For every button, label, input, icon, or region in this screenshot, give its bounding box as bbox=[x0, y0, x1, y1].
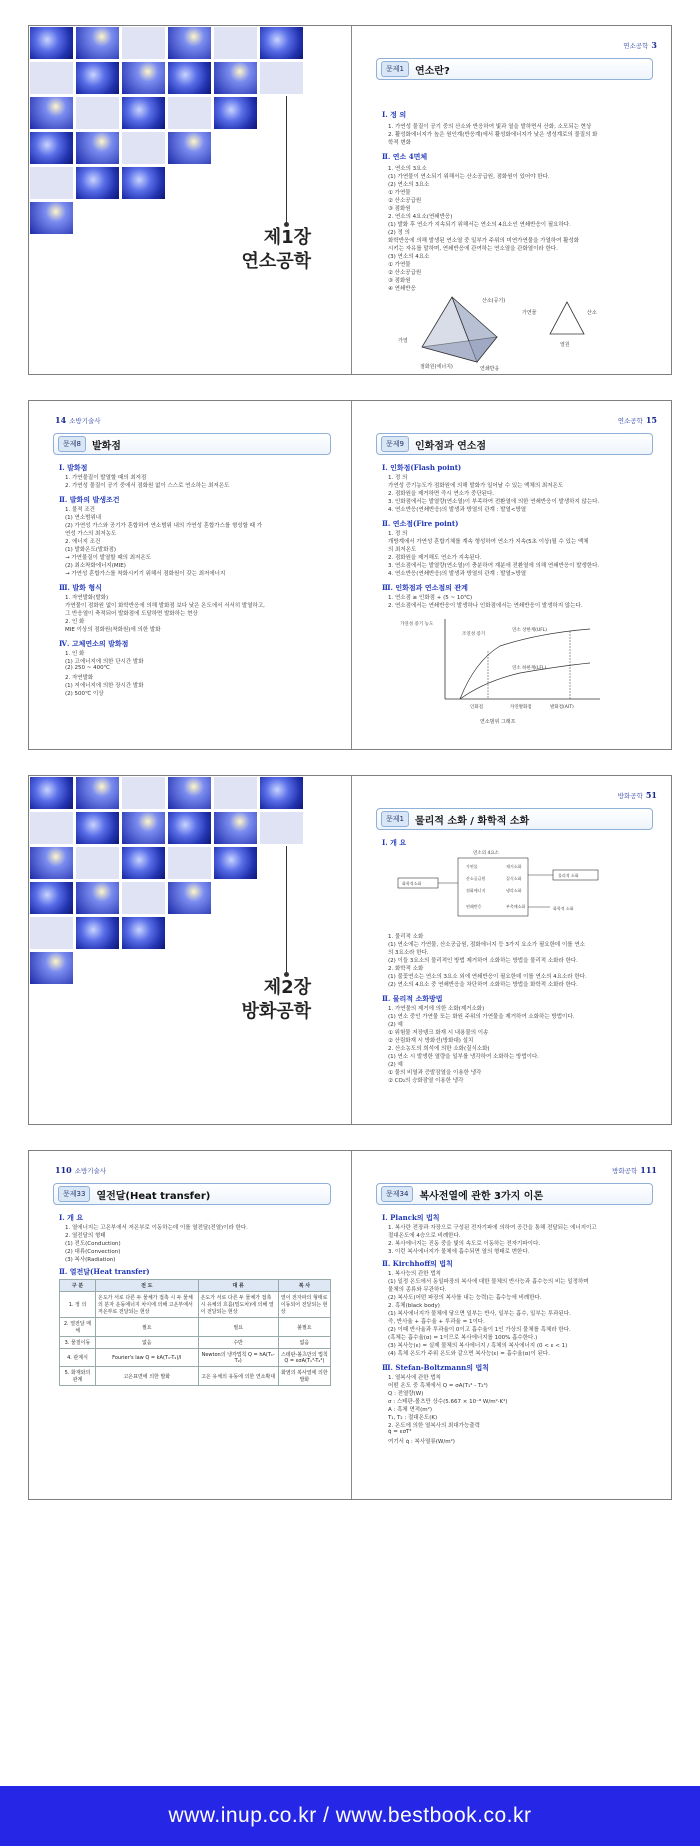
text-line: 1. 가연성 물질이 공기 중의 산소와 반응하여 빛과 열을 발하면서 산화, 소모되는 현상 bbox=[388, 124, 592, 130]
text-line: 그 반응열이 축적되어 발화점에 도달하면 발화하는 현상 bbox=[65, 611, 198, 617]
table-cell: 필요 bbox=[96, 1318, 199, 1337]
text-line: 3. 연소점에서는 발열량(연소열)이 충분하여 재분에 전환열에 의해 연쇄반응이 발생한다. bbox=[388, 563, 600, 569]
chart-label: 연소 상한계(UFL) bbox=[512, 628, 548, 633]
question-title-box bbox=[53, 1183, 331, 1205]
text-line: 2. 화학적 소화 bbox=[388, 966, 424, 972]
table-cell: 온도가 서로 다른 두 물체가 접촉 시 두 물체의 분자 운동에너지 차이에 의해 고온부에서 저온부로 전달되는 현상 bbox=[96, 1292, 199, 1318]
text-line: 의 3요소라 한다. bbox=[388, 950, 429, 956]
page-15 bbox=[352, 401, 673, 749]
flow-label: 가연물 bbox=[466, 864, 478, 869]
diagram-label: 산소(공기) bbox=[482, 298, 506, 304]
text-line: (1) 발화 후 연소가 지속되기 위해서는 연소의 4요소인 연쇄반응이 필요하다. bbox=[388, 222, 571, 228]
page-110 bbox=[29, 1151, 351, 1499]
text-line: 1. 물적 조건 bbox=[65, 507, 95, 513]
diagram-label: 산소 bbox=[587, 310, 597, 316]
text-line: (2) 정 의 bbox=[388, 230, 410, 236]
chart-label: 발화점(AIT) bbox=[550, 705, 574, 710]
section-heading: Ⅲ. 발화 형식 bbox=[59, 583, 102, 592]
section-heading: Ⅰ. 정 의 bbox=[382, 110, 407, 119]
text-line: 3. 인화점에서는 발열량(연소열)이 부족하여 전환열에 의한 연쇄반응이 발생하지 않는다. bbox=[388, 499, 600, 505]
table-cell: 없음 bbox=[96, 1337, 199, 1349]
extinguishing-method-flow-diagram bbox=[388, 848, 638, 928]
flow-label: 화학적 소화 bbox=[553, 906, 574, 911]
spread-3 bbox=[28, 775, 672, 1125]
text-line: (1) 일정 온도에서 동일파장의 복사에 대한 물체의 반사능과 흡수능의 비는 일정하며 bbox=[388, 1279, 589, 1285]
table-cell: 없음 bbox=[278, 1337, 330, 1349]
text-line: (3) 복사능(ε) = 실제 물체의 복사에너지 / 흑체의 복사에너지 (0 < ε < 1) bbox=[388, 1343, 568, 1349]
question-title: 발화점 bbox=[91, 440, 121, 452]
text-line: 2. 점화원을 제거해도 연소가 지속된다. bbox=[388, 555, 482, 561]
table-cell: 온도가 서로 다른 두 물체가 접촉 시 유체의 흐름(밀도차)에 의해 열이 전달되는 현상 bbox=[198, 1292, 278, 1318]
diagram-label: 연쇄반응 bbox=[480, 366, 500, 372]
spread-2 bbox=[28, 400, 672, 750]
table-cell: 고온 유체의 유동에 의한 연소확대 bbox=[198, 1367, 278, 1386]
table-cell: 5. 화재와의 관계 bbox=[60, 1367, 96, 1386]
section-heading: Ⅰ. Planck의 법칙 bbox=[382, 1213, 440, 1222]
text-line: ① 위험물 저장탱크 화재 시 내용물의 이송 bbox=[388, 1030, 489, 1036]
text-line: (1) 연소 시 발생한 열량을 일부를 냉각하여 소화하는 방법이다. bbox=[388, 1054, 540, 1060]
table-cell: Newton의 냉각법칙 Q = hA(T₁-T₂) bbox=[198, 1349, 278, 1367]
text-line: (1) 발화온도(발화점) bbox=[65, 547, 117, 553]
section-heading: Ⅰ. 인화점(Flash point) bbox=[382, 463, 462, 472]
text-line: Q : 전열량(W) bbox=[388, 1391, 424, 1397]
running-head: 연소공학 3 bbox=[623, 40, 657, 50]
text-line: 2. 연소의 4요소(연쇄반응) bbox=[388, 214, 453, 220]
running-head: 110 소방기술사 bbox=[55, 1165, 107, 1175]
text-line: 1. 인 화 bbox=[65, 651, 85, 657]
text-line: 2. 흑체(black body) bbox=[388, 1303, 440, 1309]
text-line: 개방계에서 가연성 혼합기체를 계속 형성하여 연소가 지속(5초 이상)될 수 있는 액체 bbox=[388, 539, 589, 545]
text-line: (4) 흑체 온도가 주위 온도와 같으면 복사능(ε) = 흡수율(α)이 된다. bbox=[388, 1351, 550, 1357]
diagram-label: 가연물 bbox=[522, 310, 537, 316]
text-line: 1. 연소의 3요소 bbox=[388, 166, 427, 172]
text-line: (2) 가연성 가스와 공기가 혼합하여 연소범위 내의 가연성 혼합가스를 형성할 때 가 bbox=[65, 523, 263, 529]
question-number: 문제1 bbox=[381, 811, 409, 827]
table-row bbox=[60, 1337, 331, 1349]
question-title-box bbox=[376, 58, 653, 80]
page-number: 15 bbox=[645, 415, 657, 425]
text-line: q̇ = εσT⁴ bbox=[388, 1429, 412, 1435]
section-heading: Ⅰ. 발화점 bbox=[59, 463, 88, 472]
table-cell: 열이 전자파의 형태로 이동되어 전달되는 현상 bbox=[278, 1292, 330, 1318]
chapter-heading bbox=[241, 226, 311, 274]
question-title-box bbox=[376, 808, 653, 830]
text-line: (흑체는 흡수율(α) = 1이므로 복사에너지를 100% 흡수한다.) bbox=[388, 1335, 538, 1341]
text-line: 2. 자연발화 bbox=[65, 675, 94, 681]
table-header: 구 분 bbox=[60, 1280, 96, 1292]
question-title-box bbox=[376, 433, 653, 455]
text-line: ② 산림화재 시 방화선(방화대) 설치 bbox=[388, 1038, 474, 1044]
question-title-box bbox=[376, 1183, 653, 1205]
text-line: 2. 점화원을 제거하면 즉시 연소가 중단된다. bbox=[388, 491, 495, 497]
publisher-url-text[interactable]: www.inup.co.kr / www.bestbook.co.kr bbox=[168, 1804, 532, 1827]
text-line: 가연물이 점화원 없이 화학반응에 의해 발화점 보다 낮은 온도에서 서서히 발열하고, bbox=[65, 603, 265, 609]
chapter-1-opener-page bbox=[29, 26, 351, 374]
table-header: 전 도 bbox=[96, 1280, 199, 1292]
text-line: 즉, 반사율 + 흡수율 + 투과율 = 1이다. bbox=[388, 1319, 485, 1325]
table-row bbox=[60, 1318, 331, 1337]
text-line: ① 물의 비열과 증발잠열을 이용한 냉각 bbox=[388, 1070, 482, 1076]
text-line: (2) 연소의 4요소 중 연쇄반응을 차단하여 소화하는 방법을 화학적 소화라 한다. bbox=[388, 982, 578, 988]
running-head: 연소공학 15 bbox=[617, 415, 657, 425]
table-row bbox=[60, 1292, 331, 1318]
heat-transfer-table bbox=[59, 1279, 331, 1386]
table-cell: 화염의 복사열에 의한 발화 bbox=[278, 1367, 330, 1386]
text-line: 여기서 q̇ : 복사열류(W/m²) bbox=[388, 1439, 455, 1445]
page-number: 3 bbox=[651, 40, 657, 50]
flow-label: 산소공급원 bbox=[466, 876, 486, 881]
text-line: → 가연물질이 발열할 때의 최저온도 bbox=[65, 555, 151, 561]
text-line: 1. 가연물질이 발열할 때의 최저점 bbox=[65, 475, 147, 481]
text-line: (2) 대류(Convection) bbox=[65, 1249, 121, 1255]
flow-label: 연쇄반응 bbox=[466, 904, 482, 909]
flow-label: 부촉매소화 bbox=[506, 904, 526, 909]
chapter-photo-mosaic bbox=[29, 26, 303, 236]
chart-label: 조연성 증기 bbox=[462, 632, 486, 637]
chapter-photo-mosaic bbox=[29, 776, 303, 986]
text-line: σ : 스테판-볼츠만 상수(5.667 × 10⁻⁸ W/m²·K⁴) bbox=[388, 1399, 508, 1405]
text-line: ② 산소공급원 bbox=[388, 198, 422, 204]
question-title: 인화점과 연소점 bbox=[414, 440, 487, 452]
chart-label: 연소 하한계(LFL) bbox=[512, 666, 547, 671]
text-line: (1) 저에너지에 의한 장시간 발화 bbox=[65, 683, 144, 689]
text-line: ③ 점화원 bbox=[388, 206, 411, 212]
section-heading: Ⅳ. 고체연소의 발화점 bbox=[59, 639, 129, 648]
text-line: (2) 500℃ 이상 bbox=[65, 691, 104, 697]
text-line: 학적 변화 bbox=[388, 140, 412, 146]
text-line: 1. 복사란 전장과 자장으로 구성된 전자기파에 의하여 공간을 통해 전달되는 에너지이고 bbox=[388, 1225, 597, 1231]
text-line: → 가연성 혼합가스를 착화시키기 위해서 점화원이 갖는 최저에너지 bbox=[65, 571, 226, 577]
flow-label: 제거소화 bbox=[506, 864, 522, 869]
text-line: ② CO₂의 승화잠열 이용한 냉각 bbox=[388, 1078, 464, 1084]
chapter-title: 방화공학 bbox=[241, 1001, 311, 1022]
table-cell: 3. 물질이동 bbox=[60, 1337, 96, 1349]
text-line: ① 가연물 bbox=[388, 262, 411, 268]
question-number: 문제8 bbox=[58, 436, 86, 452]
combustion-tetrahedron-diagram bbox=[392, 292, 622, 372]
section-heading: Ⅰ. 개 요 bbox=[382, 838, 407, 847]
chart-label: 자연발화점 bbox=[510, 705, 532, 710]
diagram-label: 가열 bbox=[398, 338, 408, 344]
text-line: 1. 열복사에 관한 법칙 bbox=[388, 1375, 441, 1381]
text-line: 2. 산소농도의 희석에 의한 소화(질식소화) bbox=[388, 1046, 490, 1052]
question-number: 문제9 bbox=[381, 436, 409, 452]
text-line: 1. 복사능의 관한 법칙 bbox=[388, 1271, 441, 1277]
text-line: ③ 점화원 bbox=[388, 278, 411, 284]
text-line: 1. 연소점 ≥ 인화점 + (5 ~ 10℃) bbox=[388, 595, 473, 601]
table-cell: 4. 관계식 bbox=[60, 1349, 96, 1367]
text-line: ① 가연물 bbox=[388, 190, 411, 196]
table-cell: 2. 열전달 매체 bbox=[60, 1318, 96, 1337]
running-head: 방화공학 51 bbox=[617, 790, 657, 800]
chapter-number: 제1장 bbox=[263, 227, 311, 248]
text-line: (3) 복사(Radiation) bbox=[65, 1257, 116, 1263]
text-line: 1. 가연물의 제거에 의한 소화(제거소화) bbox=[388, 1006, 485, 1012]
question-number: 문제1 bbox=[381, 61, 409, 77]
chapter-heading bbox=[241, 976, 311, 1024]
table-row bbox=[60, 1349, 331, 1367]
flammability-range-graph bbox=[400, 611, 610, 729]
section-heading: Ⅱ. 열전달(Heat transfer) bbox=[59, 1267, 150, 1276]
chapter-title: 연소공학 bbox=[241, 251, 311, 272]
table-row bbox=[60, 1367, 331, 1386]
text-line: 2. 활성화에너지가 높은 원인계(반응계)에서 활성화에너지가 낮은 생성계로의 물질의 화 bbox=[388, 132, 598, 138]
flow-label: 질식소화 bbox=[506, 876, 522, 881]
text-line: 4. 연소반응(연쇄반응)의 발생과 방열의 관계 : 발열>방열 bbox=[388, 571, 527, 577]
diagram-label: 열원 bbox=[560, 342, 570, 348]
text-line: (1) 연소범위내 bbox=[65, 515, 102, 521]
page-111 bbox=[352, 1151, 673, 1499]
section-heading: Ⅱ. 물리적 소화방법 bbox=[382, 994, 443, 1003]
text-line: 어떤 온도 중 흑체에서 Q = σA(T₁⁴ - T₂⁴) bbox=[388, 1383, 488, 1389]
text-line: 2. 에너지 조건 bbox=[65, 539, 101, 545]
page-number: 110 bbox=[55, 1165, 72, 1175]
page-number: 14 bbox=[55, 415, 67, 425]
text-line: 연성 가스의 최저농도 bbox=[65, 531, 117, 537]
table-cell: 필요 bbox=[198, 1318, 278, 1337]
page-number: 111 bbox=[640, 1165, 657, 1175]
table-cell: 수반 bbox=[198, 1337, 278, 1349]
question-title-box bbox=[53, 433, 331, 455]
text-line: (1) 고에너지에 의한 단시간 발화 bbox=[65, 659, 144, 665]
text-line: 1. 물리적 소화 bbox=[388, 934, 424, 940]
question-title: 열전달(Heat transfer) bbox=[96, 1190, 211, 1202]
text-line: A : 흑체 면적(m²) bbox=[388, 1407, 432, 1413]
diagram-label: 점화원(에너지) bbox=[420, 364, 453, 370]
text-line: 2. 연소점에서는 연쇄반응이 발생하나 인화점에서는 연쇄반응이 발생하지 않는다. bbox=[388, 603, 583, 609]
section-heading: Ⅱ. 연소 4면체 bbox=[382, 152, 428, 161]
text-line: 2. 인 화 bbox=[65, 619, 85, 625]
question-title: 연소란? bbox=[414, 65, 450, 77]
text-line: 절대온도에 4승으로 비례한다. bbox=[388, 1233, 461, 1239]
text-line: 1. 열에너지는 고온부에서 저온부로 이동하는데 이를 열전달(전열)이라 한다. bbox=[65, 1225, 248, 1231]
page-51 bbox=[352, 776, 673, 1124]
question-title: 물리적 소화 / 화학적 소화 bbox=[414, 815, 530, 827]
text-line: (2) 최소착화에너지(MIE) bbox=[65, 563, 126, 569]
text-line: (1) 불꽃연소는 연소의 3요소 외에 연쇄반응이 필요한데 이를 연소의 4요소라 한다. bbox=[388, 974, 587, 980]
flow-label: 냉각소화 bbox=[506, 888, 522, 893]
running-head: 방화공학 111 bbox=[612, 1165, 657, 1175]
text-line: T₁, T₂ : 절대온도(K) bbox=[388, 1415, 438, 1421]
table-cell: 1. 정 의 bbox=[60, 1292, 96, 1318]
section-heading: Ⅰ. 개 요 bbox=[59, 1213, 84, 1222]
table-cell: 고온표면에 의한 발화 bbox=[96, 1367, 199, 1386]
chart-caption: 연소범위 그래프 bbox=[480, 719, 516, 725]
text-line: (2) 이때 반사율과 투과율이 0이고 흡수율이 1인 가상의 물체를 흑체라 한다. bbox=[388, 1327, 571, 1333]
text-line: 의 최저온도 bbox=[388, 547, 417, 553]
question-number: 문제33 bbox=[58, 1186, 90, 1202]
table-cell: Fourier's law Q = kA(T₁-T₂)/l bbox=[96, 1349, 199, 1367]
spread-4 bbox=[28, 1150, 672, 1500]
page-number: 51 bbox=[645, 790, 657, 800]
table-header: 대 류 bbox=[198, 1280, 278, 1292]
flow-label: 물리적 소화 bbox=[558, 873, 579, 878]
question-number: 문제34 bbox=[381, 1186, 413, 1202]
section-heading: Ⅱ. 연소점(Fire point) bbox=[382, 519, 459, 528]
text-line: (3) 연소의 4요소 bbox=[388, 254, 430, 260]
text-line: MIE 이상의 점화원(착화원)에 의한 발화 bbox=[65, 627, 161, 633]
running-head: 14 소방기술사 bbox=[55, 415, 101, 425]
text-line: (1) 연소에는 가연물, 산소공급원, 점화에너지 등 3가지 요소가 필요한데 이를 연소 bbox=[388, 942, 585, 948]
text-line: 화학반응에 의해 발생된 연소열 중 일부가 주위의 미연가연물을 가열하여 활성화 bbox=[388, 238, 580, 244]
text-line: 1. 정 의 bbox=[388, 475, 408, 481]
chapter-number: 제2장 bbox=[263, 977, 311, 998]
text-line: ④ 연쇄반응 bbox=[388, 286, 416, 292]
page-3 bbox=[352, 26, 673, 374]
text-line: 2. 열전달의 형태 bbox=[65, 1233, 106, 1239]
table-cell: 스테판-볼츠만의 법칙 Q = εσA(T₁⁴-T₂⁴) bbox=[278, 1349, 330, 1367]
text-line: (1) 연소 중인 가연물 또는 화원 주위의 가연물을 제거하여 소화하는 방법이다. bbox=[388, 1014, 575, 1020]
text-line: (2) 250 ~ 400℃ bbox=[65, 665, 110, 671]
section-heading: Ⅱ. Kirchhoff의 법칙 bbox=[382, 1259, 453, 1268]
text-line: 시키는 자유를 말하며, 연쇄반응에 관여하는 연소열을 관화열이라 한다. bbox=[388, 246, 558, 252]
text-line: 2. 복사에너지는 진동 중을 빛의 속도로 이동하는 전자기파이다. bbox=[388, 1241, 541, 1247]
text-line: (2) 복사도(어떤 파장의 복사를 내는 능력)는 흡수능에 비례한다. bbox=[388, 1295, 542, 1301]
chart-label: 인화점 bbox=[470, 705, 484, 710]
chapter-2-opener-page bbox=[29, 776, 351, 1124]
text-line: 3. 이런 복사에너지가 물체에 흡수되면 열의 형태로 변한다. bbox=[388, 1249, 530, 1255]
text-line: (2) 이들 3요소의 물리적인 방법 제거하여 소화하는 방법을 물리적 소화라 한다. bbox=[388, 958, 578, 964]
text-line: ② 산소공급원 bbox=[388, 270, 422, 276]
text-line: (1) 가연물이 연소되기 위해서는 산소공급원, 점화원이 있어야 한다. bbox=[388, 174, 550, 180]
publisher-url-banner[interactable] bbox=[0, 1786, 700, 1846]
page-14 bbox=[29, 401, 351, 749]
section-heading: Ⅱ. 발화의 발생조건 bbox=[59, 495, 120, 504]
flow-label: 점화에너지 bbox=[466, 888, 486, 893]
table-header: 복 사 bbox=[278, 1280, 330, 1292]
text-line: (2) 연소의 3요소 bbox=[388, 182, 430, 188]
text-line: (1) 전도(Conduction) bbox=[65, 1241, 121, 1247]
text-line: 1. 정 의 bbox=[388, 531, 408, 537]
spread-1 bbox=[28, 25, 672, 375]
flow-label: 연소의 4요소 bbox=[473, 851, 500, 856]
table-cell: 불필요 bbox=[278, 1318, 330, 1337]
question-title: 복사전열에 관한 3가지 이론 bbox=[419, 1190, 544, 1202]
text-line: (2) 예 bbox=[388, 1022, 403, 1028]
text-line: (1) 복사에너지가 물체에 닿으면 일부는 반사, 일부는 흡수, 일부는 투과된다. bbox=[388, 1311, 571, 1317]
text-line: 2. 가연성 물질이 공기 중에서 점화원 없이 스스로 연소하는 최저온도 bbox=[65, 483, 230, 489]
text-line: 2. 온도에 의한 열복사의 최대가능출력 bbox=[388, 1423, 480, 1429]
text-line: 가연성 증기농도가 점화원에 의해 발화가 일어날 수 있는 액체의 최저온도 bbox=[388, 483, 564, 489]
chart-label: 가연성 증기 농도 bbox=[400, 622, 434, 627]
text-line: 4. 연소반응(연쇄반응)의 발생과 방열의 관계 : 발열<방열 bbox=[388, 507, 527, 513]
text-line: 물체의 종류와 무관하다. bbox=[388, 1287, 447, 1293]
flow-label: 화학적소화 bbox=[402, 881, 422, 886]
text-line: 1. 자연발화(발화) bbox=[65, 595, 109, 601]
section-heading: Ⅲ. 인화점과 연소점의 관계 bbox=[382, 583, 468, 592]
section-heading: Ⅲ. Stefan-Boltzmann의 법칙 bbox=[382, 1363, 489, 1372]
text-line: (2) 예 bbox=[388, 1062, 403, 1068]
